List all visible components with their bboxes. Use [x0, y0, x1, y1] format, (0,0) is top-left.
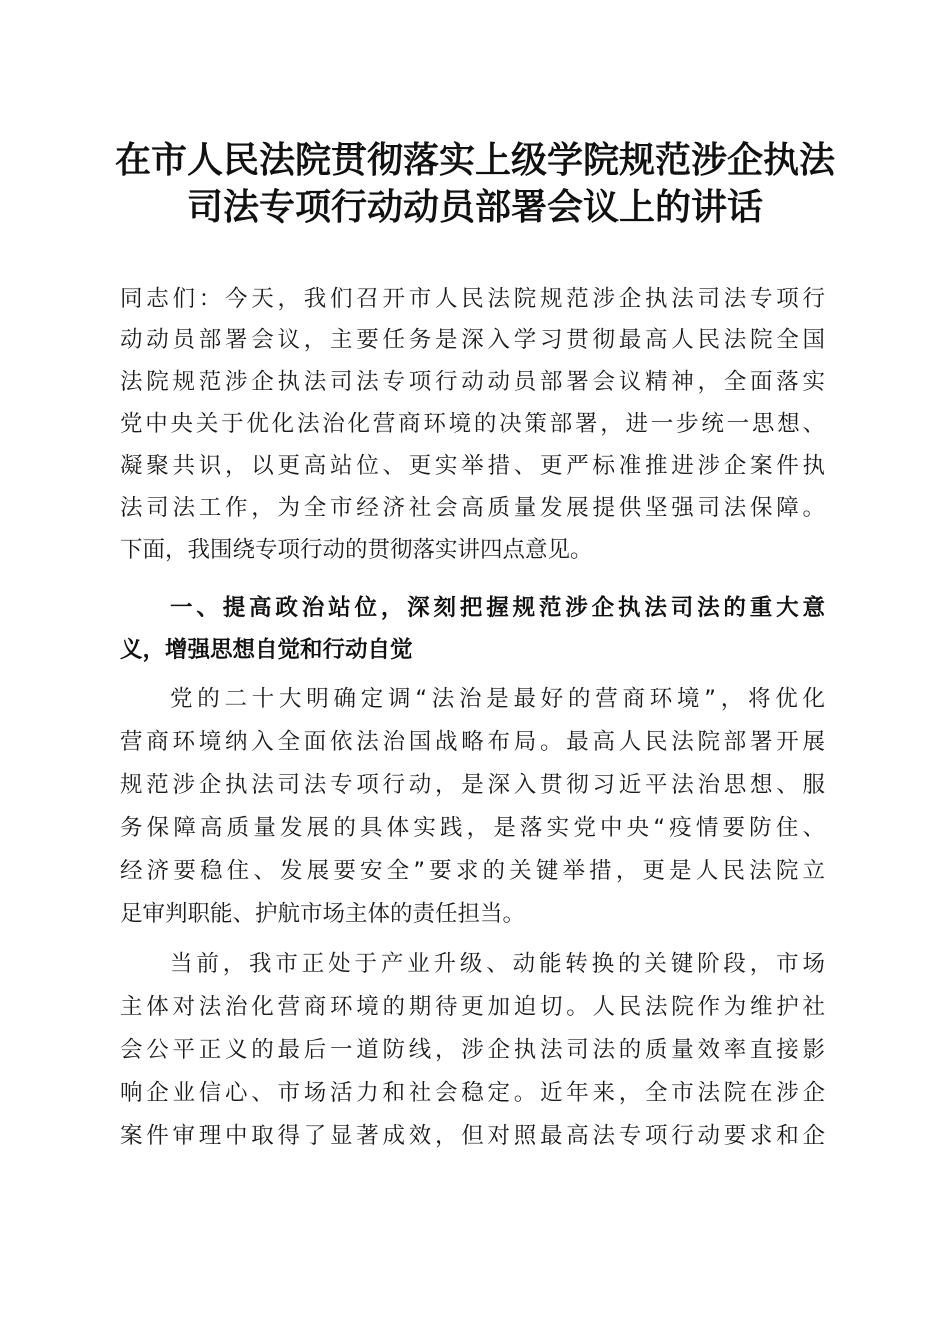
body-line: 案件审理中取得了显著成效，但对照最高法专项行动要求和企 [120, 1123, 825, 1149]
body-line: 主体对法治化营商环境的期待更加迫切。人民法院作为维护社 [120, 994, 825, 1020]
document-title-line-2: 司法专项行动动员部署会议上的讲话 [186, 186, 763, 228]
body-line: 党中央关于优化法治化营商环境的决策部署，进一步统一思想、 [120, 411, 825, 437]
body-line: 法院规范涉企执法司法专项行动动员部署会议精神，全面落实 [120, 369, 825, 395]
body-line: 凝聚共识，以更高站位、更实举措、更严标准推进涉企案件执 [120, 453, 825, 479]
body-line: 会公平正义的最后一道防线，涉企执法司法的质量效率直接影 [120, 1037, 825, 1063]
body-line: 营商环境纳入全面依法治国战略布局。最高人民法院部署开展 [120, 729, 825, 755]
section-heading-line-2: 义，增强思想自觉和行动自觉 [120, 637, 413, 663]
body-line: 动动员部署会议，主要任务是深入学习贯彻最高人民法院全国 [120, 327, 825, 353]
body-line: 规范涉企执法司法专项行动，是深入贯彻习近平法治思想、服 [120, 772, 825, 798]
body-line: 下面，我围绕专项行动的贯彻落实讲四点意见。 [120, 537, 593, 563]
body-line: 经济要稳住、发展要安全”要求的关键举措，更是人民法院立 [120, 858, 825, 884]
body-line: 响企业信心、市场活力和社会稳定。近年来，全市法院在涉企 [120, 1080, 825, 1106]
body-line: 同志们：今天，我们召开市人民法院规范涉企执法司法专项行 [120, 286, 825, 312]
body-line: 法司法工作，为全市经济社会高质量发展提供坚强司法保障。 [120, 495, 825, 521]
section-heading-line-1: 一、提高政治站位，深刻把握规范涉企执法司法的重大意 [170, 595, 825, 621]
body-line: 务保障高质量发展的具体实践，是落实党中央“疫情要防住、 [120, 815, 825, 841]
document-title-line-1: 在市人民法院贯彻落实上级学院规范涉企执法 [114, 139, 835, 181]
body-line: 当前，我市正处于产业升级、动能转换的关键阶段，市场 [170, 951, 825, 977]
body-line: 足审判职能、护航市场主体的责任担当。 [120, 901, 526, 927]
body-line: 党的二十大明确定调“法治是最好的营商环境”，将优化 [170, 686, 825, 712]
